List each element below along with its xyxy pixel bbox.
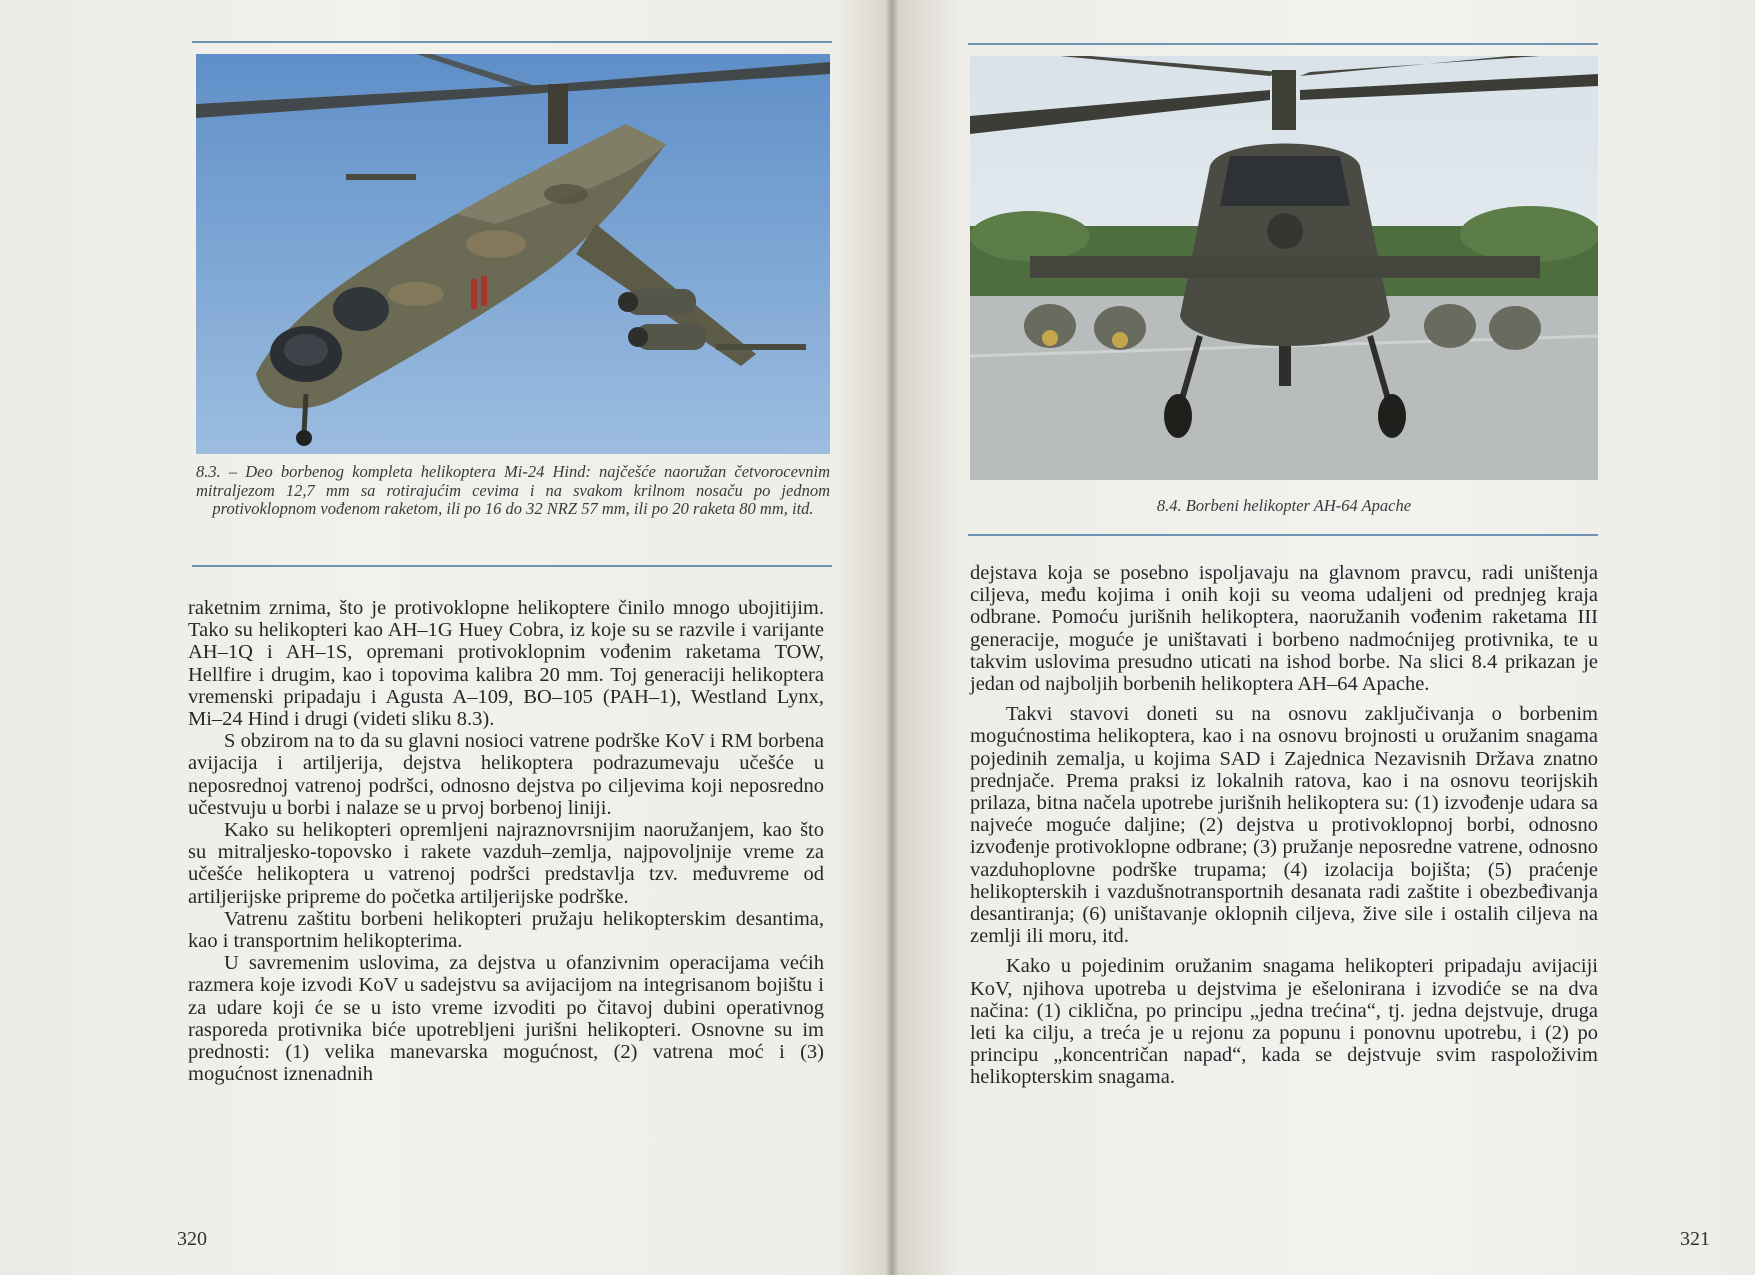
- ah64-apache-illustration: [970, 56, 1598, 480]
- caption-rule: [968, 534, 1598, 536]
- top-rule: [192, 41, 832, 43]
- paragraph: Vatrenu zaštitu borbeni helikopteri pružaju helikopterskim desantima, kao i transportnim helikopterima.: [188, 907, 824, 953]
- figure-caption-8-4: 8.4. Borbeni helikopter AH-64 Apache: [1156, 496, 1412, 515]
- paragraph: raketnim zrnima, što je protivoklopne helikoptere činilo mnogo ubojitijim. Tako su helikopteri kao AH–1G Huey Cobra, iz koje su se razvile i varijante AH–1Q i AH–1S, opremani protivoklopnim vođenim raketama TOW, Hellfire i drugim, kao i topovima kalibra 20 mm. Toj generaciji helikoptera vremenski pripadaju i Agusta A–109, BO–105 (PAH–1), Westland Lynx, Mi–24 Hind i drugi (videti sliku 8.3).: [188, 597, 824, 731]
- ah64-apache-photo: [970, 56, 1598, 480]
- paragraph: Kako su helikopteri opremljeni najraznovrsnijim naoružanjem, kao što su mitraljesko-topovsko i rakete vazduh–zemlja, najpovoljnije vreme za učešće helikoptera u vatrenoj podršci predstavlja tzv. međuvreme od artiljerijske pripreme do početka artiljerijske podrške.: [188, 819, 824, 908]
- paragraph: U savremenim uslovima, za dejstva u ofanzivnim operacijama većih razmera koje izvodi KoV u sadejstvu sa avijacijom na integrisanom bojištu i za udare koji će se u isto vreme izvoditi po čitavoj dubini operativnog rasporeda protivnika biće upotrebljeni jurišni helikopteri. Osnovne su im prednosti: (1) velika manevarska mogućnost, (2) vatrena moć i (3) mogućnost iznenadnih: [188, 952, 824, 1086]
- caption-rule: [192, 565, 832, 567]
- paragraph: S obzirom na to da su glavni nosioci vatrene podrške KoV i RM borbena avijacija i artiljerija, dejstva helikoptera podrazumevaju učešće u neposrednoj vatrenoj podršci, odnosno dejstva po ciljevima koji neposredno učestvuju u borbi i nalaze se u prvoj borbenoj liniji.: [188, 730, 824, 819]
- right-body-text: [970, 562, 1598, 1089]
- mi24-hind-photo: [196, 54, 830, 454]
- book-gutter: [885, 0, 899, 1275]
- paragraph: dejstava koja se posebno ispoljavaju na glavnom pravcu, radi uništenja ciljeva, među kojima i onih koji su veoma udaljeni od prednjeg kraja odbrane. Pomoću jurišnih helikoptera, naoružanih vođenim raketama III generacije, moguće je uništavati i borbeno nadmoćnijeg protivnika, te u takvim uslovima presudno uticati na ishod borbe. Na slici 8.4 prikazan je jedan od najboljih borbenih helikoptera AH–64 Apache.: [970, 562, 1598, 696]
- top-rule: [968, 43, 1598, 45]
- mi24-hind-illustration: [196, 54, 830, 454]
- page-number-left: 320: [177, 1228, 207, 1250]
- right-page: [890, 0, 1755, 1275]
- page-number-right: 321: [1680, 1228, 1710, 1250]
- figure-caption-8-3: 8.3. – Deo borbenog kompleta helikoptera Mi-24 Hind: najčešće naoružan četvorocevnim mitraljezom 12,7 mm sa rotirajućim cevima i na svakom krilnom nosaču po jednom protivoklopnom vođenom raketom, ili po 16 do 32 NRZ 57 mm, ili po 20 raketa 80 mm, itd.: [196, 462, 830, 518]
- paragraph: Kako u pojedinim oružanim snagama helikopteri pripadaju avijaciji KoV, njihova upotreba u dejstvima je ešelonirana i izvodiće se na dva načina: (1) ciklična, po principu „jedna trećina“, tj. jedna dejstvuje, druga leti ka cilju, a treća je u rejonu za popunu i ponovnu upotrebu, i (2) po principu „koncentričan napad“, kada se dejstvuje svim raspoloživim helikopterskim snagama.: [970, 955, 1598, 1089]
- left-body-text: [188, 597, 824, 1085]
- paragraph: Takvi stavovi doneti su na osnovu zaključivanja o borbenim mogućnostima helikoptera, kao i na osnovu brojnosti u oružanim snagama pojedinih zemalja, u kojima SAD i Zajednica Nezavisnih Država znatno prednjače. Prema praksi iz lokalnih ratova, kao i na osnovu teorijskih prilaza, bitna načela upotrebe jurišnih helikoptera su: (1) izvođenje udara sa najveće moguće daljine; (2) dejstva u protivoklopnoj borbi, odnosno izvođenje protivoklopne odbrane; (3) pružanje neposredne vatrene, odnosno vazduhoplovne podrške trupama; (4) izolacija bojišta; (5) praćenje helikopterskih i vazdušnotransportnih desanata radi zaštite i obezbeđivanja desantiranja; (6) uništavanje oklopnih ciljeva, žive sile i ostalih ciljeva na zemlji ili moru, itd.: [970, 703, 1598, 948]
